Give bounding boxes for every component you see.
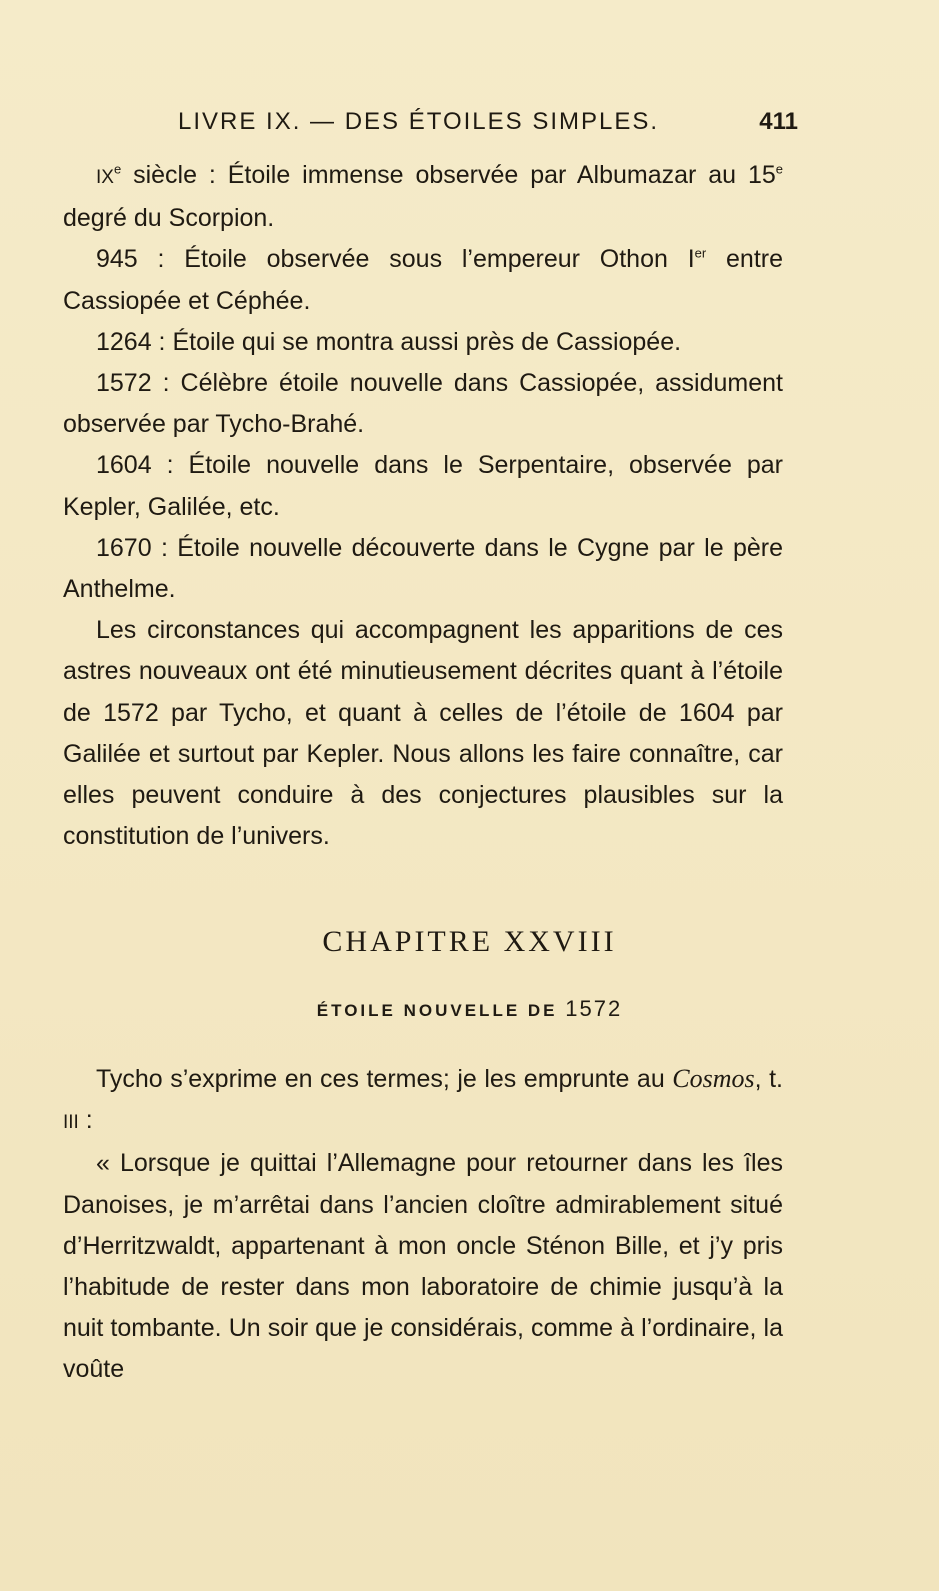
- paragraph-circumstances: Les circonstances qui accompagnent les apparitions de ces astres nouveaux ont été minutieusement décrites quant à l’étoile de 1572 par Tycho, et quant à celles de l’étoile de 1604 par Galilée et surtout par Kepler. Nous allons les faire connaître, car elles peuvent conduire à des conjectures plausibles sur la constitution de l’univers.: [63, 616, 783, 851]
- century-numeral: IX: [96, 167, 114, 188]
- entry-1264: 1264 : Étoile qui se montra aussi près de Cassiopée.: [96, 327, 682, 356]
- running-header: [178, 108, 798, 140]
- paragraph-tycho-intro: Tycho s’exprime en ces termes; je les emprunte au Cosmos, t. III :: [63, 1064, 783, 1135]
- chapter-title: CHAPITRE XXVIII: [322, 925, 617, 958]
- cosmos-italic: Cosmos: [672, 1064, 755, 1093]
- chapter-body: [63, 1058, 783, 1391]
- entry-1670: 1670 : Étoile nouvelle découverte dans le Cygne par le père Anthelme.: [63, 533, 783, 604]
- entry-1604: 1604 : Étoile nouvelle dans le Serpentaire, observée par Kepler, Galilée, etc.: [63, 451, 783, 521]
- chapter-year: 1572: [565, 996, 623, 1021]
- entry-ix-century: IXe siècle : Étoile immense observée par Albumazar au 15e degré du Scorpion.: [63, 161, 783, 233]
- entry-945: 945 : Étoile observée sous l’empereur Othon Ier entre Cassiopée et Céphée.: [63, 245, 783, 315]
- paragraph-tycho-quote: « Lorsque je quittai l’Allemagne pour retourner dans les îles Danoises, je m’arrêtai dans l’ancien cloître admirablement situé d’Herritzwaldt, appartenant à mon oncle Sténon Bille, et j’y pris l’habitude de rester dans mon laboratoire de chimie jusqu’à la nuit tombante. Un soir que je considérais, comme à l’ordinaire, la voûte: [63, 1149, 783, 1384]
- running-title: LIVRE IX. — DES ÉTOILES SIMPLES.: [178, 108, 660, 135]
- entry-1572: 1572 : Célèbre étoile nouvelle dans Cassiopée, assidument observée par Tycho-Brahé.: [63, 369, 783, 439]
- page-number: 411: [759, 108, 798, 135]
- chronology-list: [63, 155, 783, 857]
- chapter-subtitle: ÉTOILE NOUVELLE DE 1572: [316, 996, 623, 1021]
